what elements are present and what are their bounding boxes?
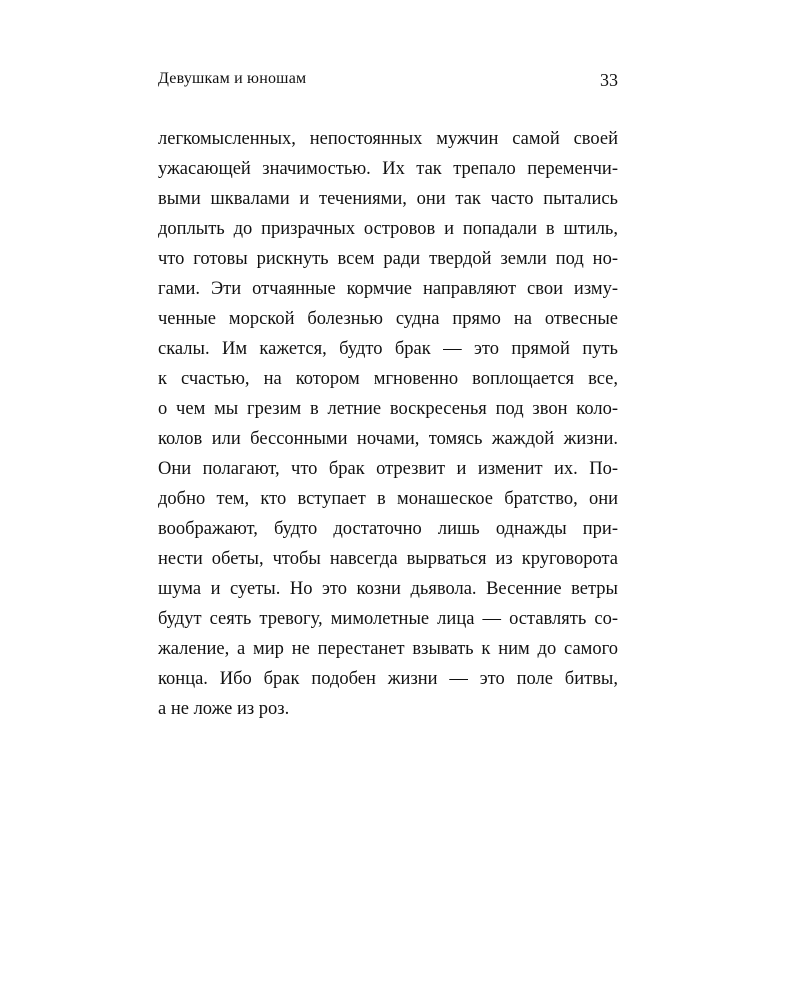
- text-line: легкомысленных, непостоянных мужчин самой своей: [158, 129, 618, 149]
- text-line: нести обеты, чтобы навсегда вырваться из круговорота: [158, 549, 618, 569]
- text-line: будут сеять тревогу, мимолетные лица — оставлять со-: [158, 609, 618, 629]
- text-line: что готовы рискнуть всем ради твердой земли под но-: [158, 249, 618, 269]
- text-line: шума и суеты. Но это козни дьявола. Весенние ветры: [158, 579, 618, 599]
- text-line: ужасающей значимостью. Их так трепало переменчи-: [158, 159, 618, 179]
- text-line: о чем мы грезим в летние воскресенья под звон коло-: [158, 399, 618, 419]
- text-line: выми шквалами и течениями, они так часто пытались: [158, 189, 618, 209]
- page-number: 33: [600, 70, 618, 90]
- text-line: конца. Ибо брак подобен жизни — это поле битвы,: [158, 669, 618, 689]
- body-paragraph: [158, 124, 618, 724]
- text-line: жаление, а мир не перестанет взывать к ним до самого: [158, 639, 618, 659]
- running-head: [158, 70, 618, 94]
- text-line: воображают, будто достаточно лишь однажды при-: [158, 519, 618, 539]
- text-line: скалы. Им кажется, будто брак — это прямой путь: [158, 339, 618, 359]
- text-line: ченные морской болезнью судна прямо на отвесные: [158, 309, 618, 329]
- text-line: Они полагают, что брак отрезвит и изменит их. По-: [158, 459, 618, 479]
- text-line: к счастью, на котором мгновенно воплощается все,: [158, 369, 618, 389]
- text-line: а не ложе из роз.: [158, 699, 290, 719]
- text-line: колов или бессонными ночами, томясь жаждой жизни.: [158, 429, 618, 449]
- text-line: гами. Эти отчаянные кормчие направляют свои изму-: [158, 279, 618, 299]
- text-line: добно тем, кто вступает в монашеское братство, они: [158, 489, 618, 509]
- text-line: доплыть до призрачных островов и попадали в штиль,: [158, 219, 618, 239]
- running-title: Девушкам и юношам: [158, 70, 307, 87]
